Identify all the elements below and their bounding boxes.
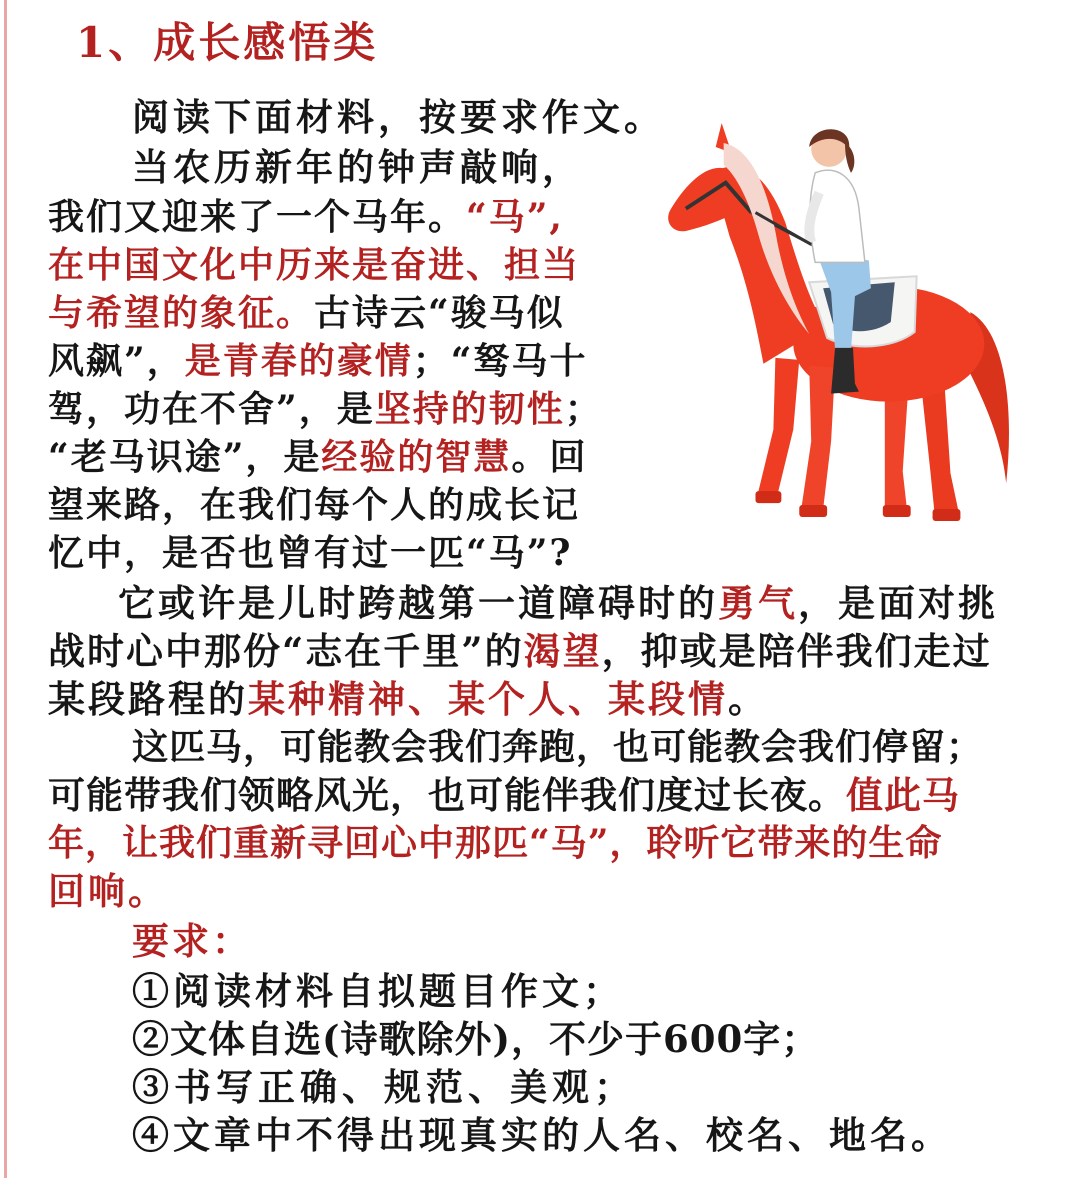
- para2-line-1c: ，是面对挑: [798, 581, 998, 625]
- horse-with-rider-icon: [660, 112, 1038, 542]
- para2-line-3: [48, 676, 768, 722]
- para3-line-3: 年，让我们重新寻回心中那匹“马”，聆听它带来的生命: [48, 822, 943, 864]
- intro-line-10: 忆中，是否也曾有过一匹“马”?: [48, 532, 573, 574]
- requirement-2: ②文体自选(诗歌除外)，不少于600字；: [132, 1017, 820, 1061]
- intro-line-2: 当农历新年的钟声敲响，: [132, 145, 583, 189]
- para3-line-4: 回响。: [48, 869, 168, 913]
- section-heading: 1、成长感悟类: [76, 18, 379, 67]
- para2-line-1: [118, 580, 998, 626]
- intro-line-4: 在中国文化中历来是奋进、担当: [48, 244, 581, 286]
- intro-line-6a: 风飙”，: [48, 340, 185, 382]
- intro-line-3a: 我们又迎来了一个马年。: [48, 196, 467, 238]
- intro-line-8b: 经验的智慧: [321, 436, 512, 478]
- intro-line-5b: 古诗云“骏马似: [314, 292, 565, 334]
- para3-line-1: 这匹马，可能教会我们奔跑，也可能教会我们停留；: [132, 726, 984, 768]
- para2-line-2c: ，抑或是陪伴我们走过: [601, 629, 992, 673]
- requirement-3: ③书写正确、规范、美观；: [132, 1065, 636, 1109]
- intro-line-3b: “马”,: [466, 196, 564, 238]
- para2-line-3a: 某段路程的: [48, 677, 248, 721]
- para2-line-1b: 勇气: [718, 581, 798, 625]
- para2-line-1a: 它或许是儿时跨越第一道障碍时的: [118, 581, 718, 625]
- requirement-1: ①阅读材料自拟题目作文；: [132, 969, 624, 1013]
- intro-instruction: 阅读下面材料，按要求作文。: [132, 95, 665, 139]
- para2-line-3b: 某种精神、某个人、某段情: [248, 677, 728, 721]
- para3-line-2b: 值此马: [846, 773, 960, 817]
- intro-line-3: [48, 194, 564, 240]
- para2-line-2: [48, 628, 992, 674]
- intro-line-5: [48, 290, 565, 336]
- intro-line-8: [48, 434, 587, 480]
- intro-line-7a: 驾，功在不舍”，是: [48, 388, 375, 430]
- intro-line-7c: ；: [564, 388, 603, 430]
- intro-line-8a: “老马识途”，是: [48, 436, 322, 478]
- intro-line-8c: 。回: [511, 436, 588, 478]
- intro-line-6c: ；“驽马十: [412, 340, 588, 382]
- intro-line-6: [48, 338, 587, 384]
- requirements-title: 要求：: [132, 919, 252, 963]
- para3-line-2: [48, 772, 960, 818]
- intro-line-6b: 是青春的豪情: [184, 340, 413, 382]
- para2-line-2a: 战时心中那份“志在千里”的: [48, 629, 524, 673]
- intro-line-5a: 与希望的象征。: [48, 292, 315, 334]
- para3-line-2a: 可能带我们领略风光，也可能伴我们度过长夜。: [48, 773, 846, 817]
- para2-line-3c: 。: [728, 677, 768, 721]
- para2-line-2b: 渴望: [523, 629, 602, 673]
- intro-line-7: [48, 386, 603, 432]
- intro-line-9: 望来路，在我们每个人的成长记: [48, 484, 581, 526]
- requirement-4: ④文章中不得出现真实的人名、校名、地名。: [132, 1113, 952, 1157]
- intro-line-7b: 坚持的韧性: [374, 388, 565, 430]
- left-margin-rule: [4, 0, 7, 1178]
